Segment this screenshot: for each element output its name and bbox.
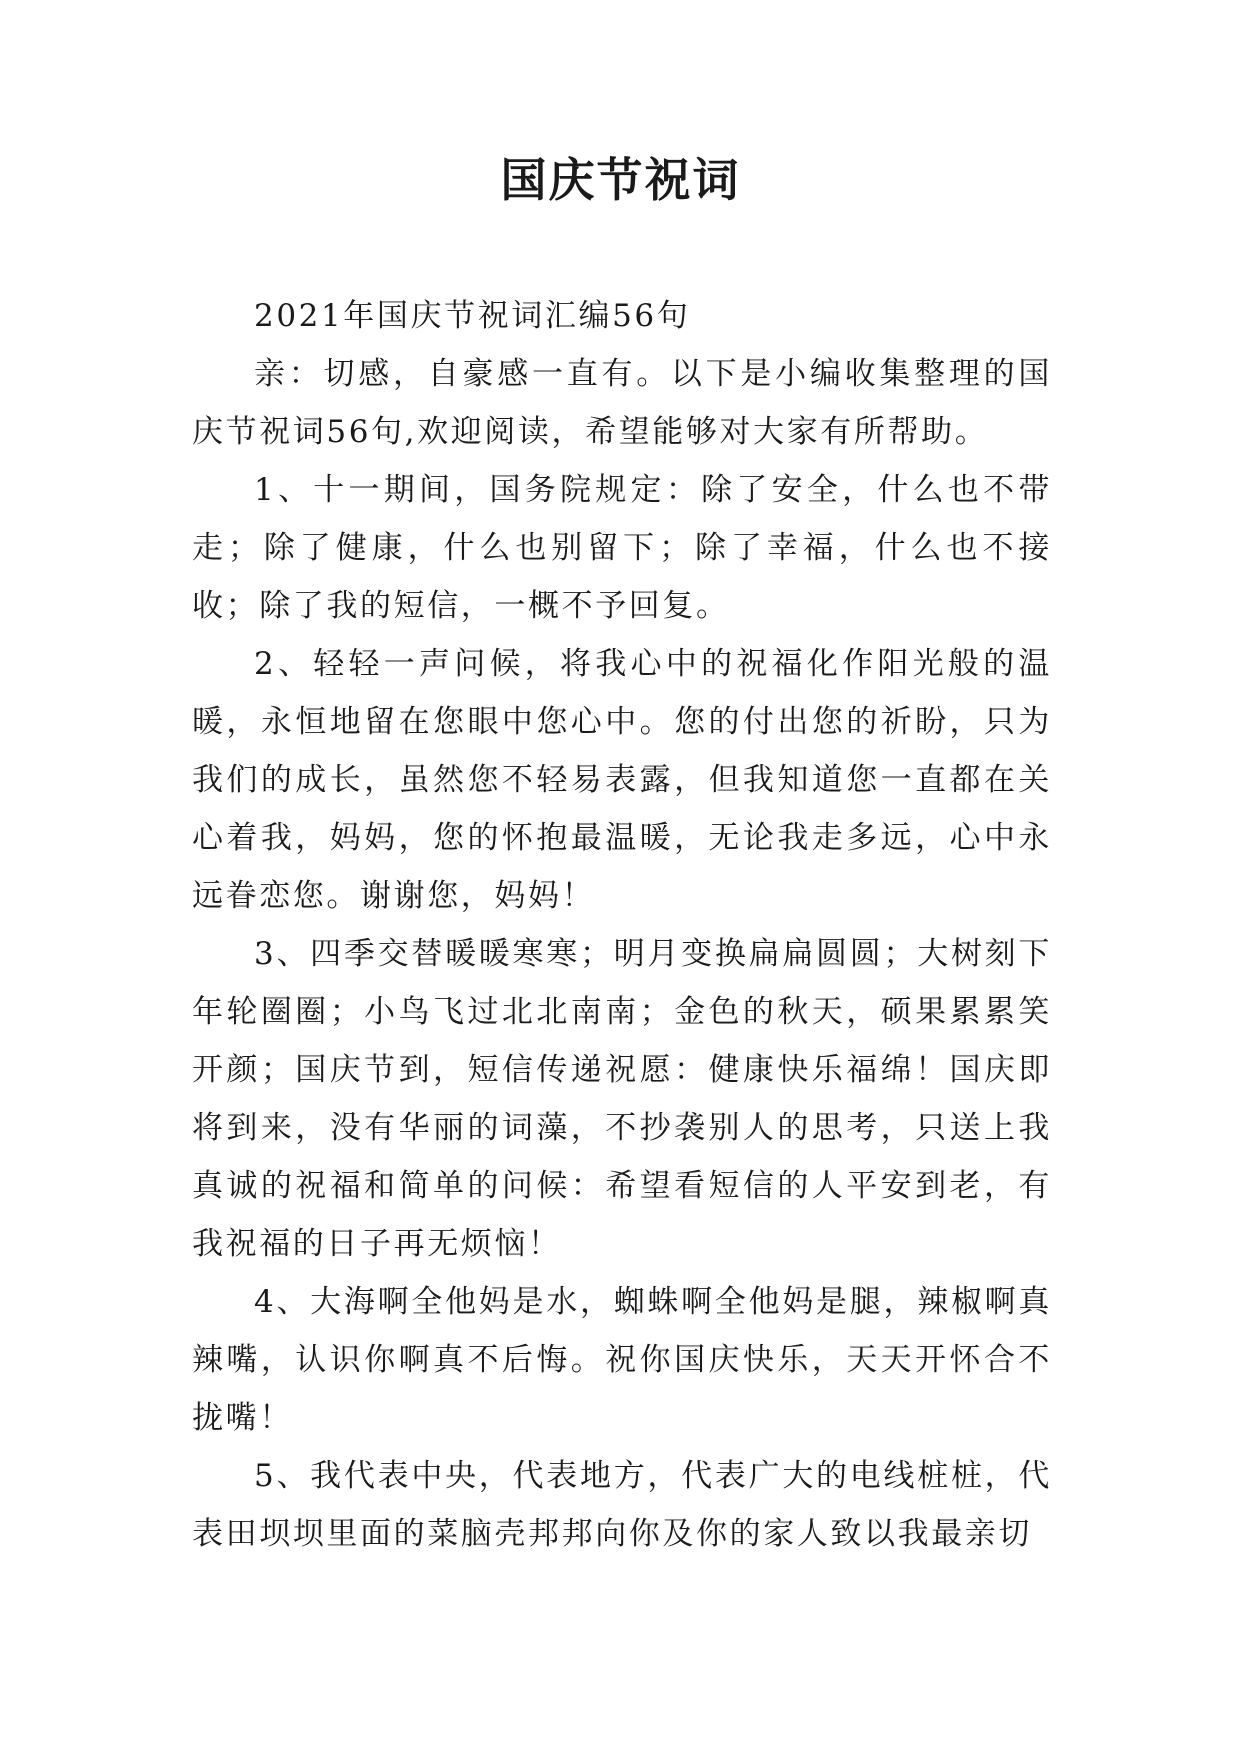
paragraph-subtitle: 2021年国庆节祝词汇编56句: [254, 298, 691, 334]
paragraph-intro: 亲：切感，自豪感一直有。以下是小编收集整理的国庆节祝词56句,欢迎阅读，希望能够对大家有所帮助。: [192, 356, 1052, 450]
page-title: 国庆节祝词: [500, 153, 741, 207]
paragraph-item-4: 4、大海啊全他妈是水，蜘蛛啊全他妈是腿，辣椒啊真辣嘴，认识你啊真不后悔。祝你国庆快乐，天天开怀合不拢嘴！: [192, 1284, 1052, 1436]
document-body: [192, 287, 1052, 1563]
paragraph-item-2: 2、轻轻一声问候，将我心中的祝福化作阳光般的温暖，永恒地留在您眼中您心中。您的付出您的祈盼，只为我们的成长，虽然您不轻易表露，但我知道您一直都在关心着我，妈妈，您的怀抱最温暖，无论我走多远，心中永远眷恋您。谢谢您，妈妈！: [192, 646, 1052, 914]
paragraph-item-5: 5、我代表中央，代表地方，代表广大的电线桩桩，代表田坝坝里面的菜脑壳邦邦向你及你的家人致以我最亲切: [192, 1458, 1052, 1552]
paragraph-item-1: 1、十一期间，国务院规定：除了安全，什么也不带走；除了健康，什么也别留下；除了幸福，什么也不接收；除了我的短信，一概不予回复。: [192, 472, 1052, 624]
paragraph-item-3: 3、四季交替暖暖寒寒；明月变换扁扁圆圆；大树刻下年轮圈圈；小鸟飞过北北南南；金色的秋天，硕果累累笑开颜；国庆节到，短信传递祝愿：健康快乐福绵！国庆即将到来，没有华丽的词藻，不抄袭别人的思考，只送上我真诚的祝福和简单的问候：希望看短信的人平安到老，有我祝福的日子再无烦恼！: [192, 936, 1052, 1262]
